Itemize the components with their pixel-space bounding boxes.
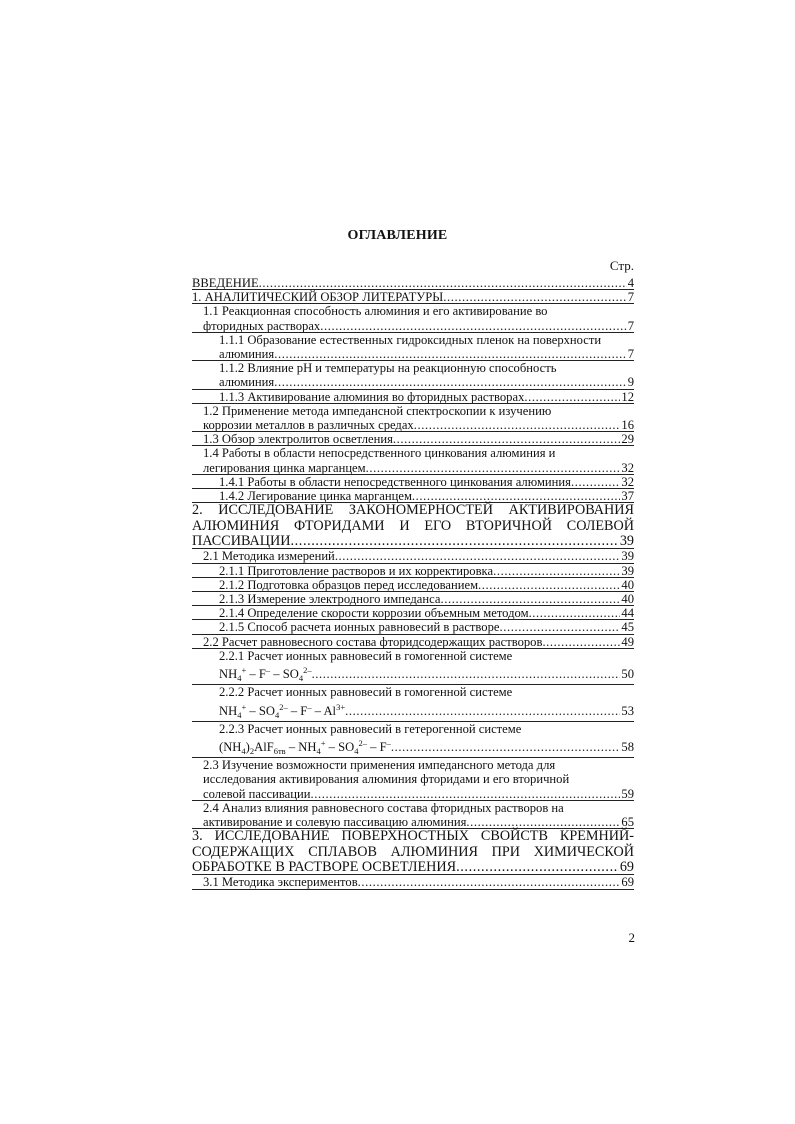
toc-page-number: 9 (627, 375, 634, 390)
toc-entry-text: 2.1.4 Определение скорости коррозии объемным методом (219, 606, 529, 621)
dot-leader (524, 390, 620, 404)
toc-entry-text: 1.4 Работы в области непосредственного цинкования алюминия и (203, 446, 556, 461)
dot-leader (414, 418, 621, 432)
toc-page-number: 40 (621, 577, 634, 592)
toc-entry-text: 2.1.3 Измерение электродного импеданса (219, 592, 441, 607)
toc-page-number: 7 (627, 318, 634, 333)
toc-page-number: 39 (621, 549, 634, 564)
dot-leader (478, 578, 620, 592)
toc-page-number: 39 (619, 533, 634, 550)
toc-entry-text: 3. ИССЛЕДОВАНИЕ ПОВЕРХНОСТНЫХ СВОЙСТВ КРЕМНИЙ- (192, 828, 634, 845)
page-column-header: Стр. (609, 258, 634, 273)
toc-page-number: 16 (621, 418, 634, 433)
toc-entry (192, 578, 634, 592)
toc-page-number: 44 (621, 606, 634, 621)
toc-entry (192, 829, 634, 875)
dot-leader (393, 432, 621, 446)
dot-leader (274, 375, 626, 389)
dot-leader (358, 875, 621, 889)
toc-entry (192, 475, 634, 489)
toc-page-number: 7 (627, 290, 634, 305)
toc-page-number: 7 (627, 347, 634, 362)
dot-leader (493, 564, 620, 578)
toc-entry-text: $NH_4^+ - F^- - SO_4^{2-}$ (219, 665, 312, 684)
toc-entry-text: 2.1.5 Способ расчета ионных равновесий в растворе (219, 620, 500, 635)
dot-leader (529, 606, 621, 620)
dot-leader (499, 620, 620, 634)
toc-page-number: 37 (621, 489, 634, 504)
toc-entry (192, 620, 634, 634)
toc-entry-text: 2.3 Изучение возможности применения импедансного метода для (203, 758, 556, 773)
toc-page-number: 50 (621, 667, 634, 682)
toc-entry (192, 564, 634, 578)
toc-entry-text: 1.3 Обзор электролитов осветления (203, 432, 393, 447)
toc-entry (192, 758, 634, 801)
toc-page-number: 53 (621, 703, 634, 718)
dot-leader (320, 319, 626, 333)
toc-entry (192, 722, 634, 758)
toc-page-number: 29 (621, 432, 634, 447)
toc-entry-text: 2.2.3 Расчет ионных равновесий в гетерогенной системе (219, 721, 522, 736)
toc-entry-text: солевой пассивации (203, 786, 311, 801)
toc-entry (192, 304, 634, 332)
toc-page-number: 4 (627, 276, 634, 290)
toc-entry-text: коррозии металлов в различных средах (203, 418, 414, 433)
table-of-contents (192, 276, 634, 890)
toc-page-number: 32 (621, 474, 634, 489)
dot-leader (443, 290, 627, 304)
table-row-divider (192, 889, 634, 890)
toc-entry (192, 404, 634, 432)
toc-entry-text: $(NH_4)_2AlF_{6тв} - NH_4^+ - SO_4^{2-} - F^-$ (219, 737, 391, 756)
toc-entry (192, 276, 634, 290)
toc-entry (192, 649, 634, 685)
page-number: 2 (628, 930, 635, 945)
toc-entry-text: 2.1 Методика измерений (203, 549, 335, 564)
toc-entry (192, 390, 634, 404)
toc-entry (192, 432, 634, 446)
toc-entry-text: 1.4.2 Легирование цинка марганцем (219, 489, 412, 504)
toc-entry-text: 1.1.2 Влияние pH и температуры на реакционную способность (219, 361, 557, 376)
toc-entry-text: фторидных растворах (203, 318, 321, 333)
toc-entry (192, 549, 634, 563)
toc-page-number: 40 (621, 592, 634, 607)
toc-entry-text: 1. АНАЛИТИЧЕСКИЙ ОБЗОР ЛИТЕРАТУРЫ (192, 290, 444, 305)
toc-entry (192, 875, 634, 889)
toc-entry (192, 290, 634, 304)
toc-entry-text: $NH_4^+ - SO_4^{2-} - F^- - Al^{3+}$ (219, 701, 346, 720)
toc-page-number: 12 (621, 389, 634, 404)
toc-entry-text: легирования цинка марганцем (203, 460, 366, 475)
dot-leader (366, 461, 621, 475)
toc-entry-text: исследования активирования алюминия фторидами и его вторичной (203, 772, 570, 787)
toc-entry-text: 2.2.1 Расчет ионных равновесий в гомогенной системе (219, 648, 513, 663)
toc-entry (192, 606, 634, 620)
toc-entry (192, 361, 634, 389)
toc-page-number: 69 (621, 875, 634, 890)
toc-entry-text: 1.1.3 Активирование алюминия во фторидных растворах (219, 389, 525, 404)
toc-entry-text: 2.1.2 Подготовка образцов перед исследованием (219, 577, 479, 592)
toc-entry (192, 446, 634, 474)
toc-entry-text: 2.2 Расчет равновесного состава фторидсодержащих растворов (203, 634, 543, 649)
toc-page-number: 49 (621, 634, 634, 649)
toc-page-number: 45 (621, 620, 634, 635)
toc-entry-text: алюминия (219, 375, 275, 390)
toc-page-number: 58 (621, 739, 634, 754)
dot-leader (310, 787, 620, 801)
toc-entry-text: 2.1.1 Приготовление растворов и их корректировка (219, 563, 494, 578)
toc-entry-text: ВВЕДЕНИЕ (192, 276, 259, 290)
dot-leader (335, 549, 621, 563)
toc-entry (192, 801, 634, 829)
toc-entry-text: 2. ИССЛЕДОВАНИЕ ЗАКОНОМЕРНОСТЕЙ АКТИВИРОВАНИЯ (192, 502, 634, 519)
toc-page-number: 69 (619, 858, 634, 875)
toc-entry-text: активирование и солевую пассивацию алюминия (203, 814, 467, 829)
toc-entry-text: алюминия (219, 347, 275, 362)
dot-leader (259, 276, 627, 290)
dot-leader (274, 347, 626, 361)
dot-leader (456, 860, 619, 875)
toc-entry-text: АЛЮМИНИЯ ФТОРИДАМИ И ЕГО ВТОРИЧНОЙ СОЛЕВОЙ (192, 517, 634, 534)
dot-leader (571, 475, 620, 489)
toc-entry-text: ОБРАБОТКЕ В РАСТВОРЕ ОСВЕТЛЕНИЯ (192, 858, 457, 875)
toc-entry-text: ПАССИВАЦИИ (192, 533, 291, 550)
toc-page-number: 65 (621, 814, 634, 829)
toc-page-number: 39 (621, 563, 634, 578)
toc-entry-text: 1.4.1 Работы в области непосредственного цинкования алюминия (219, 474, 571, 489)
toc-entry-text: 2.2.2 Расчет ионных равновесий в гомогенной системе (219, 685, 513, 700)
toc-entry (192, 333, 634, 361)
toc-entry-text: 2.4 Анализ влияния равновесного состава фторидных растворов на (203, 800, 564, 815)
toc-entry-text: СОДЕРЖАЩИХ СПЛАВОВ АЛЮМИНИЯ ПРИ ХИМИЧЕСКОЙ (192, 843, 634, 860)
dot-leader (466, 815, 620, 829)
toc-entry-text: 1.1.1 Образование естественных гидроксидных пленок на поверхности (219, 332, 602, 347)
toc-entry-text: 1.1 Реакционная способность алюминия и его активирование во (203, 304, 548, 319)
dot-leader (345, 704, 620, 718)
dot-leader (542, 635, 620, 649)
toc-entry (192, 503, 634, 549)
toc-page-number: 59 (621, 786, 634, 801)
dot-leader (291, 534, 619, 549)
dot-leader (440, 592, 620, 606)
toc-entry-text: 1.2 Применение метода импедансной спектроскопии к изучению (203, 403, 552, 418)
toc-page-number: 32 (621, 460, 634, 475)
toc-entry-text: 3.1 Методика экспериментов (203, 875, 358, 890)
toc-entry (192, 685, 634, 721)
page-title: ОГЛАВЛЕНИЕ (347, 228, 448, 243)
dot-leader (391, 740, 621, 754)
toc-entry (192, 635, 634, 649)
toc-entry (192, 592, 634, 606)
dot-leader (312, 667, 621, 681)
